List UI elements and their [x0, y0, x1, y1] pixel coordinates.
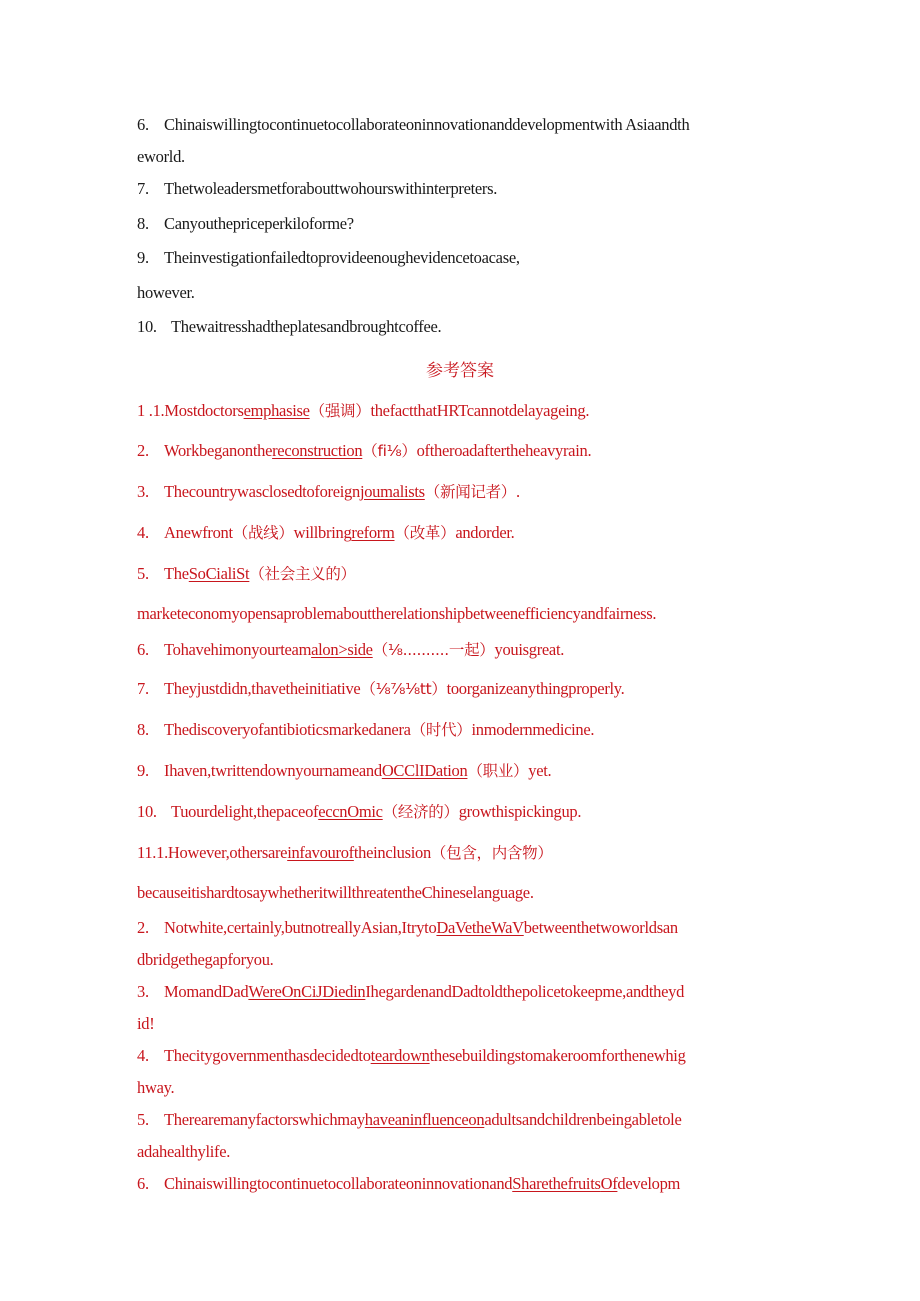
answer-3 — [137, 481, 780, 503]
answer-text: Theyjustdidn,thavetheinitiative — [164, 679, 361, 698]
answer-b2 — [137, 917, 780, 939]
question-number: 8. — [137, 214, 149, 233]
answer-4 — [137, 522, 780, 544]
answer-text: Therearemanyfactorswhichmay — [164, 1110, 365, 1129]
answer-key-heading: 参考答案 — [426, 361, 494, 381]
question-number: 9. — [137, 248, 149, 267]
answer-word: haveaninfluenceon — [364, 1110, 485, 1129]
question-9 — [137, 247, 780, 269]
chinese-hint: （包含，内含物） — [430, 844, 553, 862]
answer-1 — [137, 400, 780, 422]
answer-number: 4. — [137, 1046, 149, 1065]
answer-text: theinclusion — [353, 843, 431, 862]
answer-number: 7. — [137, 679, 149, 698]
answer-text: Tuourdelight,thepaceof — [171, 802, 319, 821]
answer-word: joumalists — [359, 482, 425, 501]
answer-text: developm — [617, 1174, 681, 1193]
answer-text: Notwhite,certainly,butnotreallyAsian,Itryto — [164, 918, 437, 937]
answer-2 — [137, 440, 780, 462]
answer-9 — [137, 760, 780, 782]
question-text: eworld. — [137, 147, 185, 166]
answer-text: MomandDad — [164, 982, 249, 1001]
question-number: 7. — [137, 179, 149, 198]
answer-text: Thecountrywasclosedtoforeign — [164, 482, 360, 501]
answer-b3-cont — [137, 1013, 780, 1035]
question-text: Canyouthepriceperkiloforme? — [164, 214, 354, 233]
answer-text: toorganizeanythingproperly. — [446, 679, 625, 698]
answer-word: infavourof — [287, 843, 354, 862]
answer-text: Tohavehimonyourteam — [164, 640, 312, 659]
question-text: however. — [137, 283, 195, 302]
answer-number: 6. — [137, 1174, 149, 1193]
answer-text: The — [164, 564, 189, 583]
answer-number: 10. — [137, 802, 157, 821]
answer-word: alon>side — [311, 640, 373, 659]
answer-11 — [137, 842, 780, 864]
question-6 — [137, 114, 780, 136]
answer-number: 1 — [137, 401, 145, 420]
chinese-hint: （职业） — [467, 762, 529, 780]
answer-b4-cont — [137, 1077, 780, 1099]
chinese-hint: （经济的） — [382, 803, 459, 821]
answer-number: 5. — [137, 1110, 149, 1129]
question-10 — [137, 316, 780, 338]
answer-b4 — [137, 1045, 780, 1067]
answer-number: 4. — [137, 523, 149, 542]
answer-11-cont — [137, 882, 780, 904]
chinese-hint: （fi⅛） — [362, 442, 417, 460]
question-text: Thewaitresshadtheplatesandbroughtcoffee. — [171, 317, 442, 336]
answer-number: 8. — [137, 720, 149, 739]
answer-word: DaVetheWaV — [436, 918, 524, 937]
answer-6 — [137, 639, 780, 661]
answer-word: reform — [351, 523, 395, 542]
answer-text: adahealthylife. — [137, 1142, 231, 1161]
question-number: 6. — [137, 115, 149, 134]
answer-text: hway. — [137, 1078, 175, 1097]
answer-b2-cont — [137, 949, 780, 971]
answer-word: WereOnCiJDiedin — [248, 982, 366, 1001]
answer-number: 6. — [137, 640, 149, 659]
answer-word: OCClIDation — [381, 761, 468, 780]
answer-number: 3. — [137, 982, 149, 1001]
answer-word: eccnOmic — [318, 802, 383, 821]
question-text: Chinaiswillingtocontinuetocollaborateoninnovationanddevelopmentwith Asiaandth — [164, 115, 690, 134]
answer-text: . — [516, 482, 520, 501]
answer-text: betweenthetwoworldsan — [523, 918, 678, 937]
chinese-hint: （⅛⅞⅛tt） — [360, 680, 447, 698]
chinese-hint: （时代） — [410, 721, 472, 739]
answer-text: yet. — [528, 761, 552, 780]
question-number: 10. — [137, 317, 157, 336]
answer-number: 2. — [137, 441, 149, 460]
answer-text: Workbeganonthe — [164, 441, 273, 460]
answer-number: 2. — [137, 918, 149, 937]
answer-text: inmodernmedicine. — [471, 720, 595, 739]
answer-number: 9. — [137, 761, 149, 780]
answer-text: Thediscoveryofantibioticsmarkedanera — [164, 720, 411, 739]
answer-text: Anewfront — [164, 523, 233, 542]
answer-b3 — [137, 981, 780, 1003]
answer-7 — [137, 678, 780, 700]
answer-number: 11.1. — [137, 843, 168, 862]
answer-word: Sharethefruits — [512, 1174, 601, 1193]
answer-b6 — [137, 1173, 780, 1195]
answer-text: growthispickingup. — [458, 802, 582, 821]
answer-10 — [137, 801, 780, 823]
answer-text: However,othersare — [167, 843, 288, 862]
answer-text: thesebuildingstomakeroomforthenewhig — [429, 1046, 686, 1065]
answer-text: .1.Mostdoctors — [144, 401, 244, 420]
answer-b5 — [137, 1109, 780, 1131]
chinese-hint: （强调） — [309, 402, 371, 420]
answer-text: adultsandchildrenbeingabletole — [484, 1110, 682, 1129]
chinese-hint: （改革） — [394, 524, 456, 542]
answer-word: teardown — [370, 1046, 430, 1065]
answer-text: dbridgethegapforyou. — [137, 950, 274, 969]
answer-5 — [137, 563, 780, 585]
answer-text: becauseitishardtosaywhetheritwillthreatentheChineselanguage. — [137, 883, 534, 902]
question-text: Thetwoleadersmetforabouttwohourswithinterpreters. — [164, 179, 498, 198]
answer-text: oftheroadaftertheheavyrain. — [416, 441, 592, 460]
answer-number: 5. — [137, 564, 149, 583]
answer-text: thefactthatHRTcannotdelayageing. — [370, 401, 590, 420]
answer-word: Of — [600, 1174, 618, 1193]
answer-5-cont — [137, 603, 780, 625]
answer-text: IhegardenandDadtoldthepolicetokeepme,andtheyd — [365, 982, 685, 1001]
answer-word: reconstruction — [272, 441, 363, 460]
answer-text: willbring — [293, 523, 352, 542]
chinese-hint: （新闻记者） — [424, 483, 516, 501]
answer-number: 3. — [137, 482, 149, 501]
answer-text: Chinaiswillingtocontinuetocollaborateoninnovationand — [164, 1174, 513, 1193]
answer-b5-cont — [137, 1141, 780, 1163]
answer-text: marketeconomyopensaproblemabouttherelationshipbetweenefficiencyandfairness. — [137, 604, 657, 623]
answer-text: andorder. — [455, 523, 515, 542]
answer-8 — [137, 719, 780, 741]
answer-word: SoCialiSt — [188, 564, 250, 583]
question-7 — [137, 178, 780, 200]
question-8 — [137, 213, 780, 235]
question-6-cont — [137, 146, 780, 168]
question-text: Theinvestigationfailedtoprovideenoughevidencetoacase, — [164, 248, 520, 267]
answer-text: Ihaven,twrittendownyournameand — [164, 761, 382, 780]
answer-word: emphasise — [243, 401, 310, 420]
chinese-hint: （⅛..........一起） — [372, 641, 495, 659]
chinese-hint: （社会主义的） — [249, 565, 356, 583]
question-9-cont — [137, 282, 780, 304]
answer-text: id! — [137, 1014, 155, 1033]
answer-text: Thecitygovernmenthasdecidedto — [164, 1046, 371, 1065]
chinese-hint: （战线） — [232, 524, 294, 542]
answer-text: youisgreat. — [494, 640, 565, 659]
